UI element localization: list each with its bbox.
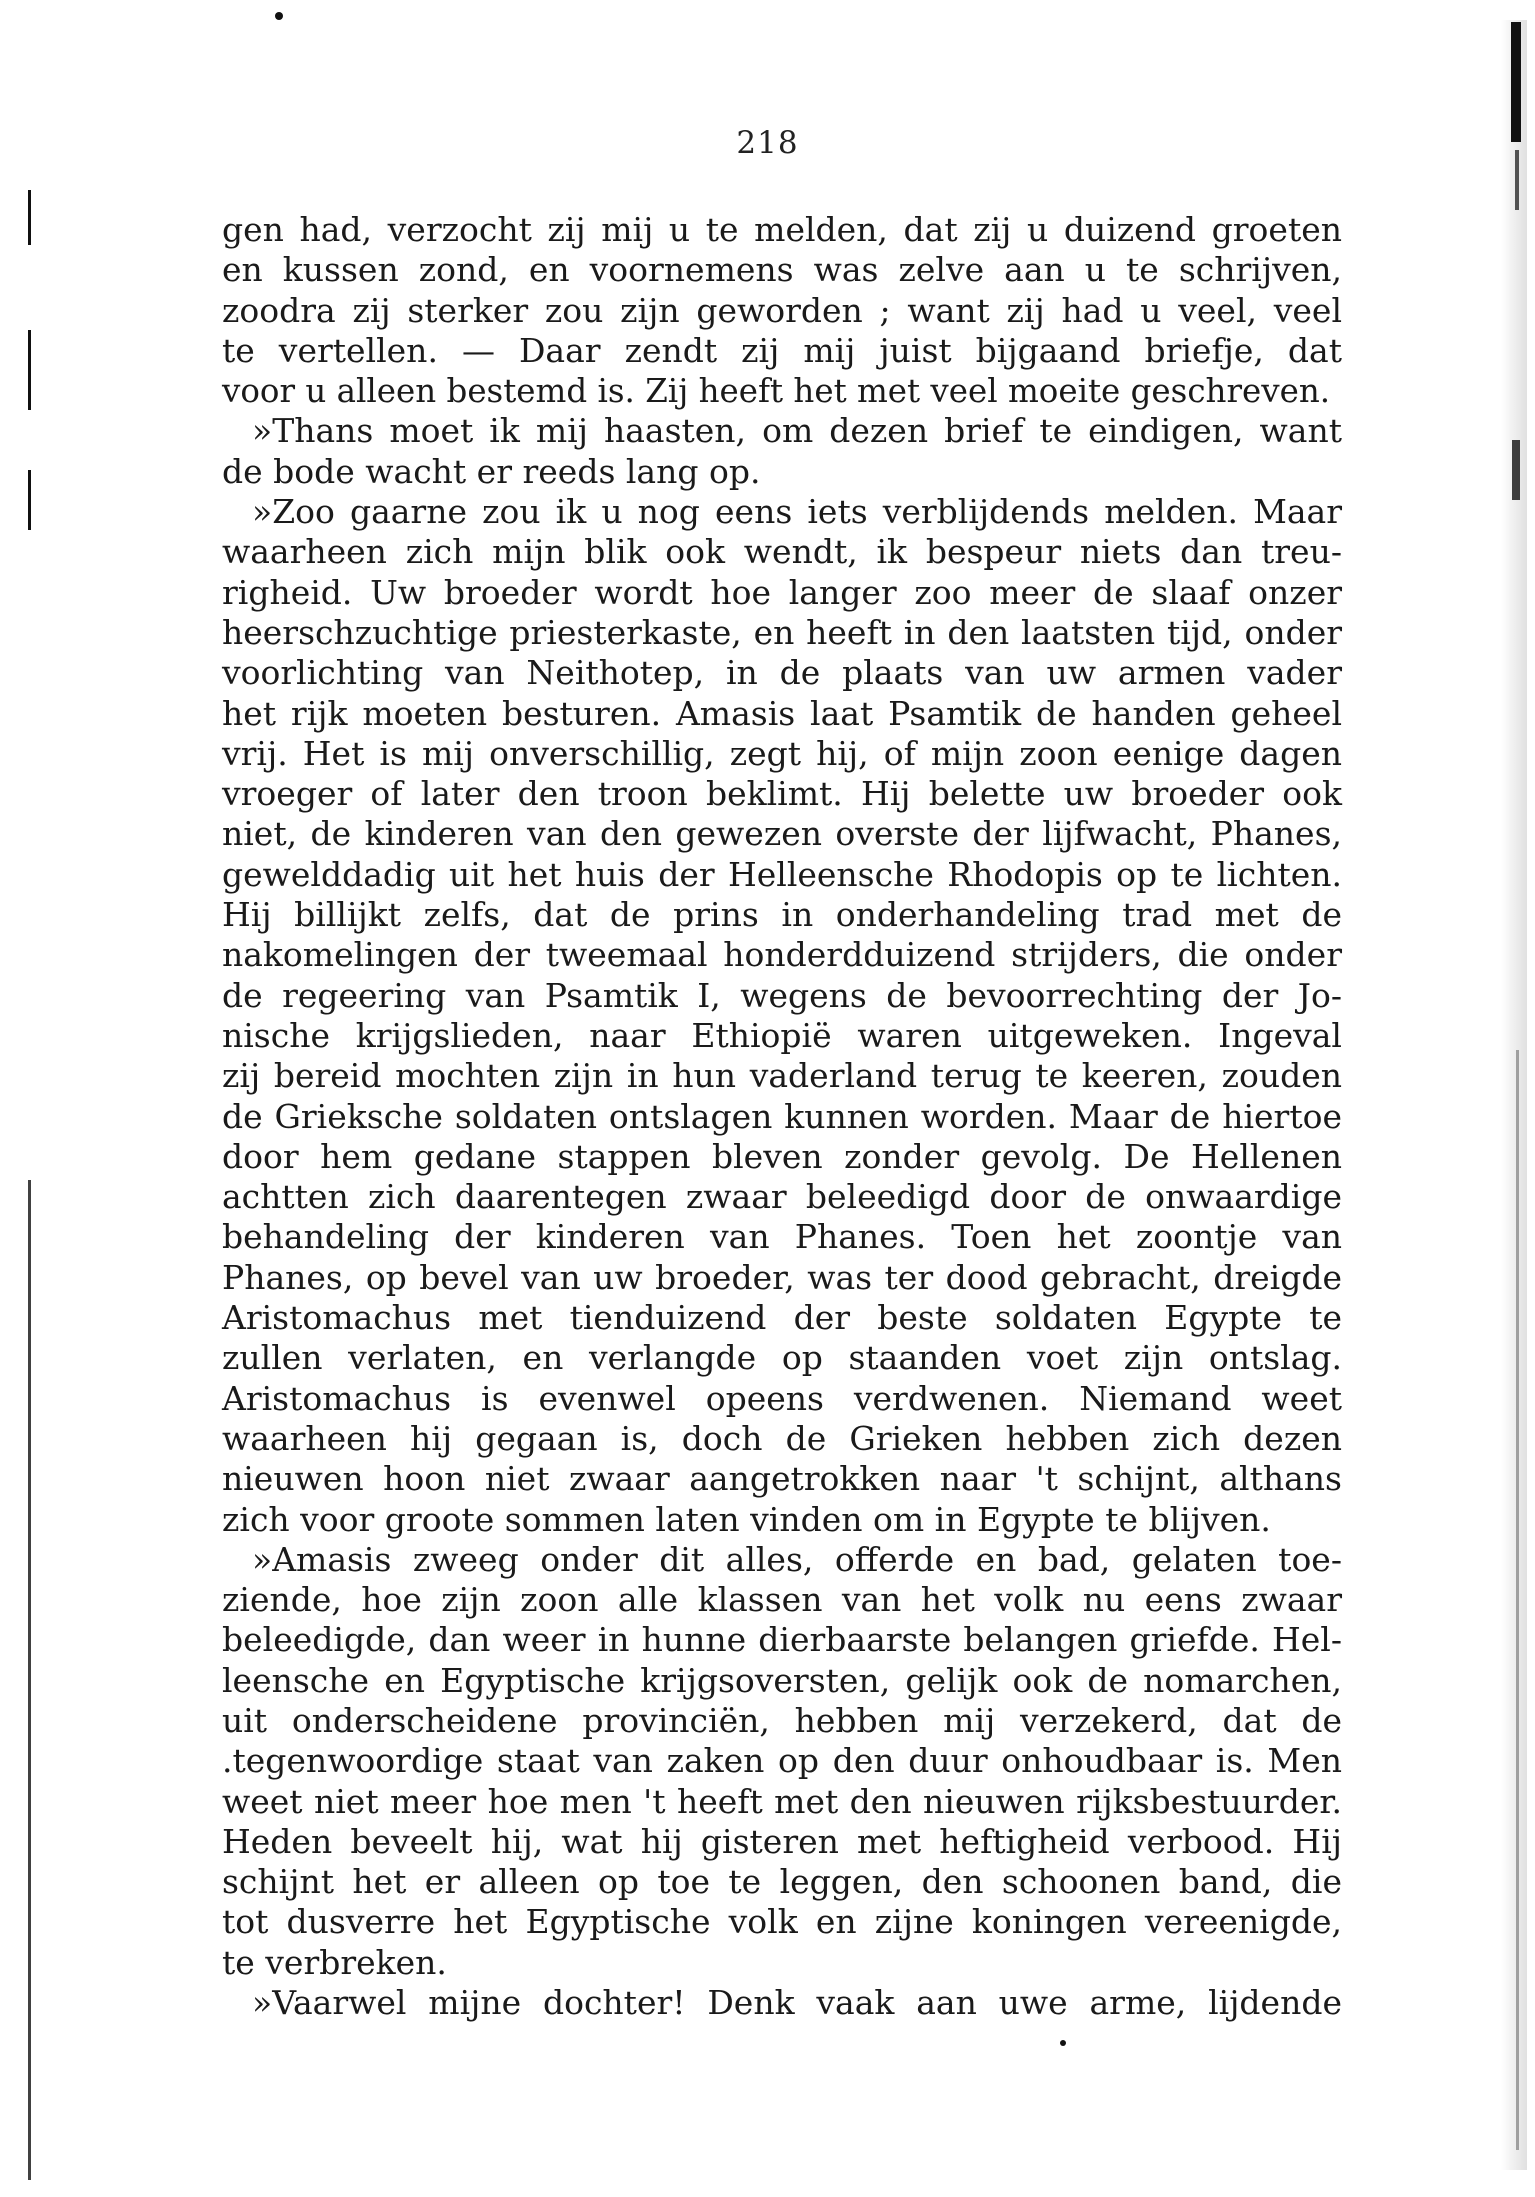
text-line: »Thans moet ik mij haasten, om dezen brief te eindigen, want [252,411,1342,451]
text-line: »Zoo gaarne zou ik u nog eens iets verblijdends melden. Maar [252,492,1342,532]
text-line: te verbreken. [222,1942,447,1982]
body-text [222,210,1342,2023]
text-line: zoodra zij sterker zou zijn geworden ; want zij had u veel, veel [222,290,1342,330]
text-line: ziende, hoe zijn zoon alle klassen van het volk nu eens zwaar [222,1580,1342,1620]
text-line: beleedigde, dan weer in hunne dierbaarste belangen griefde. Hel- [222,1620,1342,1660]
text-line: de regeering van Psamtik I, wegens de bevoorrechting der Jo- [222,975,1342,1015]
text-line: zij bereid mochten zijn in hun vaderland terug te keeren, zouden [222,1056,1342,1096]
text-line: nakomelingen der tweemaal honderdduizend strijders, die onder [222,935,1342,975]
text-line: waarheen hij gegaan is, doch de Grieken hebben zich dezen [222,1418,1342,1458]
text-line: Phanes, op bevel van uw broeder, was ter dood gebracht, dreigde [222,1257,1342,1297]
text-line: nische krijgslieden, naar Ethiopië waren uitgeweken. Ingeval [222,1015,1342,1055]
text-line: zullen verlaten, en verlangde op staanden voet zijn ontslag. [222,1338,1342,1378]
text-line: weet niet meer hoe men 't heeft met den nieuwen rijksbestuurder. [222,1781,1342,1821]
left-edge-mark-3 [28,470,31,530]
text-line: behandeling der kinderen van Phanes. Toen het zoontje van [222,1217,1342,1257]
text-line: voorlichting van Neithotep, in de plaats van uw armen vader [222,653,1342,693]
text-line: niet, de kinderen van den gewezen overste der lijfwacht, Phanes, [222,814,1342,854]
text-line: waarheen zich mijn blik ook wendt, ik bespeur niets dan treu- [222,532,1342,572]
binding-mark-top [1511,22,1521,142]
text-line: nieuwen hoon niet zwaar aangetrokken naar 't schijnt, althans [222,1459,1342,1499]
text-line: te vertellen. — Daar zendt zij mij juist bijgaand briefje, dat [222,330,1342,370]
text-line: gen had, verzocht zij mij u te melden, dat zij u duizend groeten [222,210,1342,249]
text-line: leensche en Egyptische krijgsoversten, gelijk ook de nomarchen, [222,1660,1342,1700]
text-line: en kussen zond, en voornemens was zelve aan u te schrijven, [222,250,1342,290]
text-line: gewelddadig uit het huis der Helleensche Rhodopis op te lichten. [222,854,1342,894]
speck-top-left [275,12,283,20]
text-line: Hij billijkt zelfs, dat de prins in onderhandeling trad met de [222,895,1342,935]
speck-bottom [1060,2040,1066,2046]
text-line: achtten zich daarentegen zwaar beleedigd door de onwaardige [222,1177,1342,1217]
text-line: righeid. Uw broeder wordt hoe langer zoo meer de slaaf onzer [222,572,1342,612]
text-line: het rijk moeten besturen. Amasis laat Psamtik de handen geheel [222,693,1342,733]
text-line: heerschzuchtige priesterkaste, en heeft in den laatsten tijd, onder [222,612,1342,652]
text-line: Heden beveelt hij, wat hij gisteren met heftigheid verbood. Hij [222,1821,1342,1861]
text-line: Aristomachus met tienduizend der beste soldaten Egypte te [222,1298,1342,1338]
text-line: tot dusverre het Egyptische volk en zijne koningen vereenigde, [222,1902,1342,1942]
left-edge-mark-2 [28,330,31,410]
text-line: uit onderscheidene provinciën, hebben mij verzekerd, dat de [222,1700,1342,1740]
text-line: .tegenwoordige staat van zaken op den duur onhoudbaar is. Men [222,1741,1342,1781]
left-edge-mark-1 [28,190,31,245]
text-line: voor u alleen bestemd is. Zij heeft het met veel moeite geschreven. [222,372,1331,411]
text-line: door hem gedane stappen bleven zonder gevolg. De Hellenen [222,1136,1342,1176]
text-line: zich voor groote sommen laten vinden om in Egypte te blijven. [222,1499,1271,1539]
left-edge-mark-4 [28,1180,31,2180]
text-line: de bode wacht er reeds lang op. [222,451,761,491]
text-line: »Amasis zweeg onder dit alles, offerde en bad, gelaten toe- [252,1539,1342,1579]
binding-mark-mid [1512,440,1520,500]
binding-mark-lower [1516,1050,1519,2150]
text-line: Aristomachus is evenwel opeens verdwenen. Niemand weet [222,1378,1342,1418]
page-number: 218 [736,125,799,161]
text-line: vroeger of later den troon beklimt. Hij belette uw broeder ook [222,774,1342,814]
text-line: de Grieksche soldaten ontslagen kunnen worden. Maar de hiertoe [222,1096,1342,1136]
text-line: schijnt het er alleen op toe te leggen, den schoonen band, die [222,1862,1342,1902]
text-line: vrij. Het is mij onverschillig, zegt hij, of mijn zoon eenige dagen [222,733,1342,773]
binding-shadow [1501,20,1527,2170]
text-line: »Vaarwel mijne dochter! Denk vaak aan uwe arme, lijdende [252,1983,1342,2023]
